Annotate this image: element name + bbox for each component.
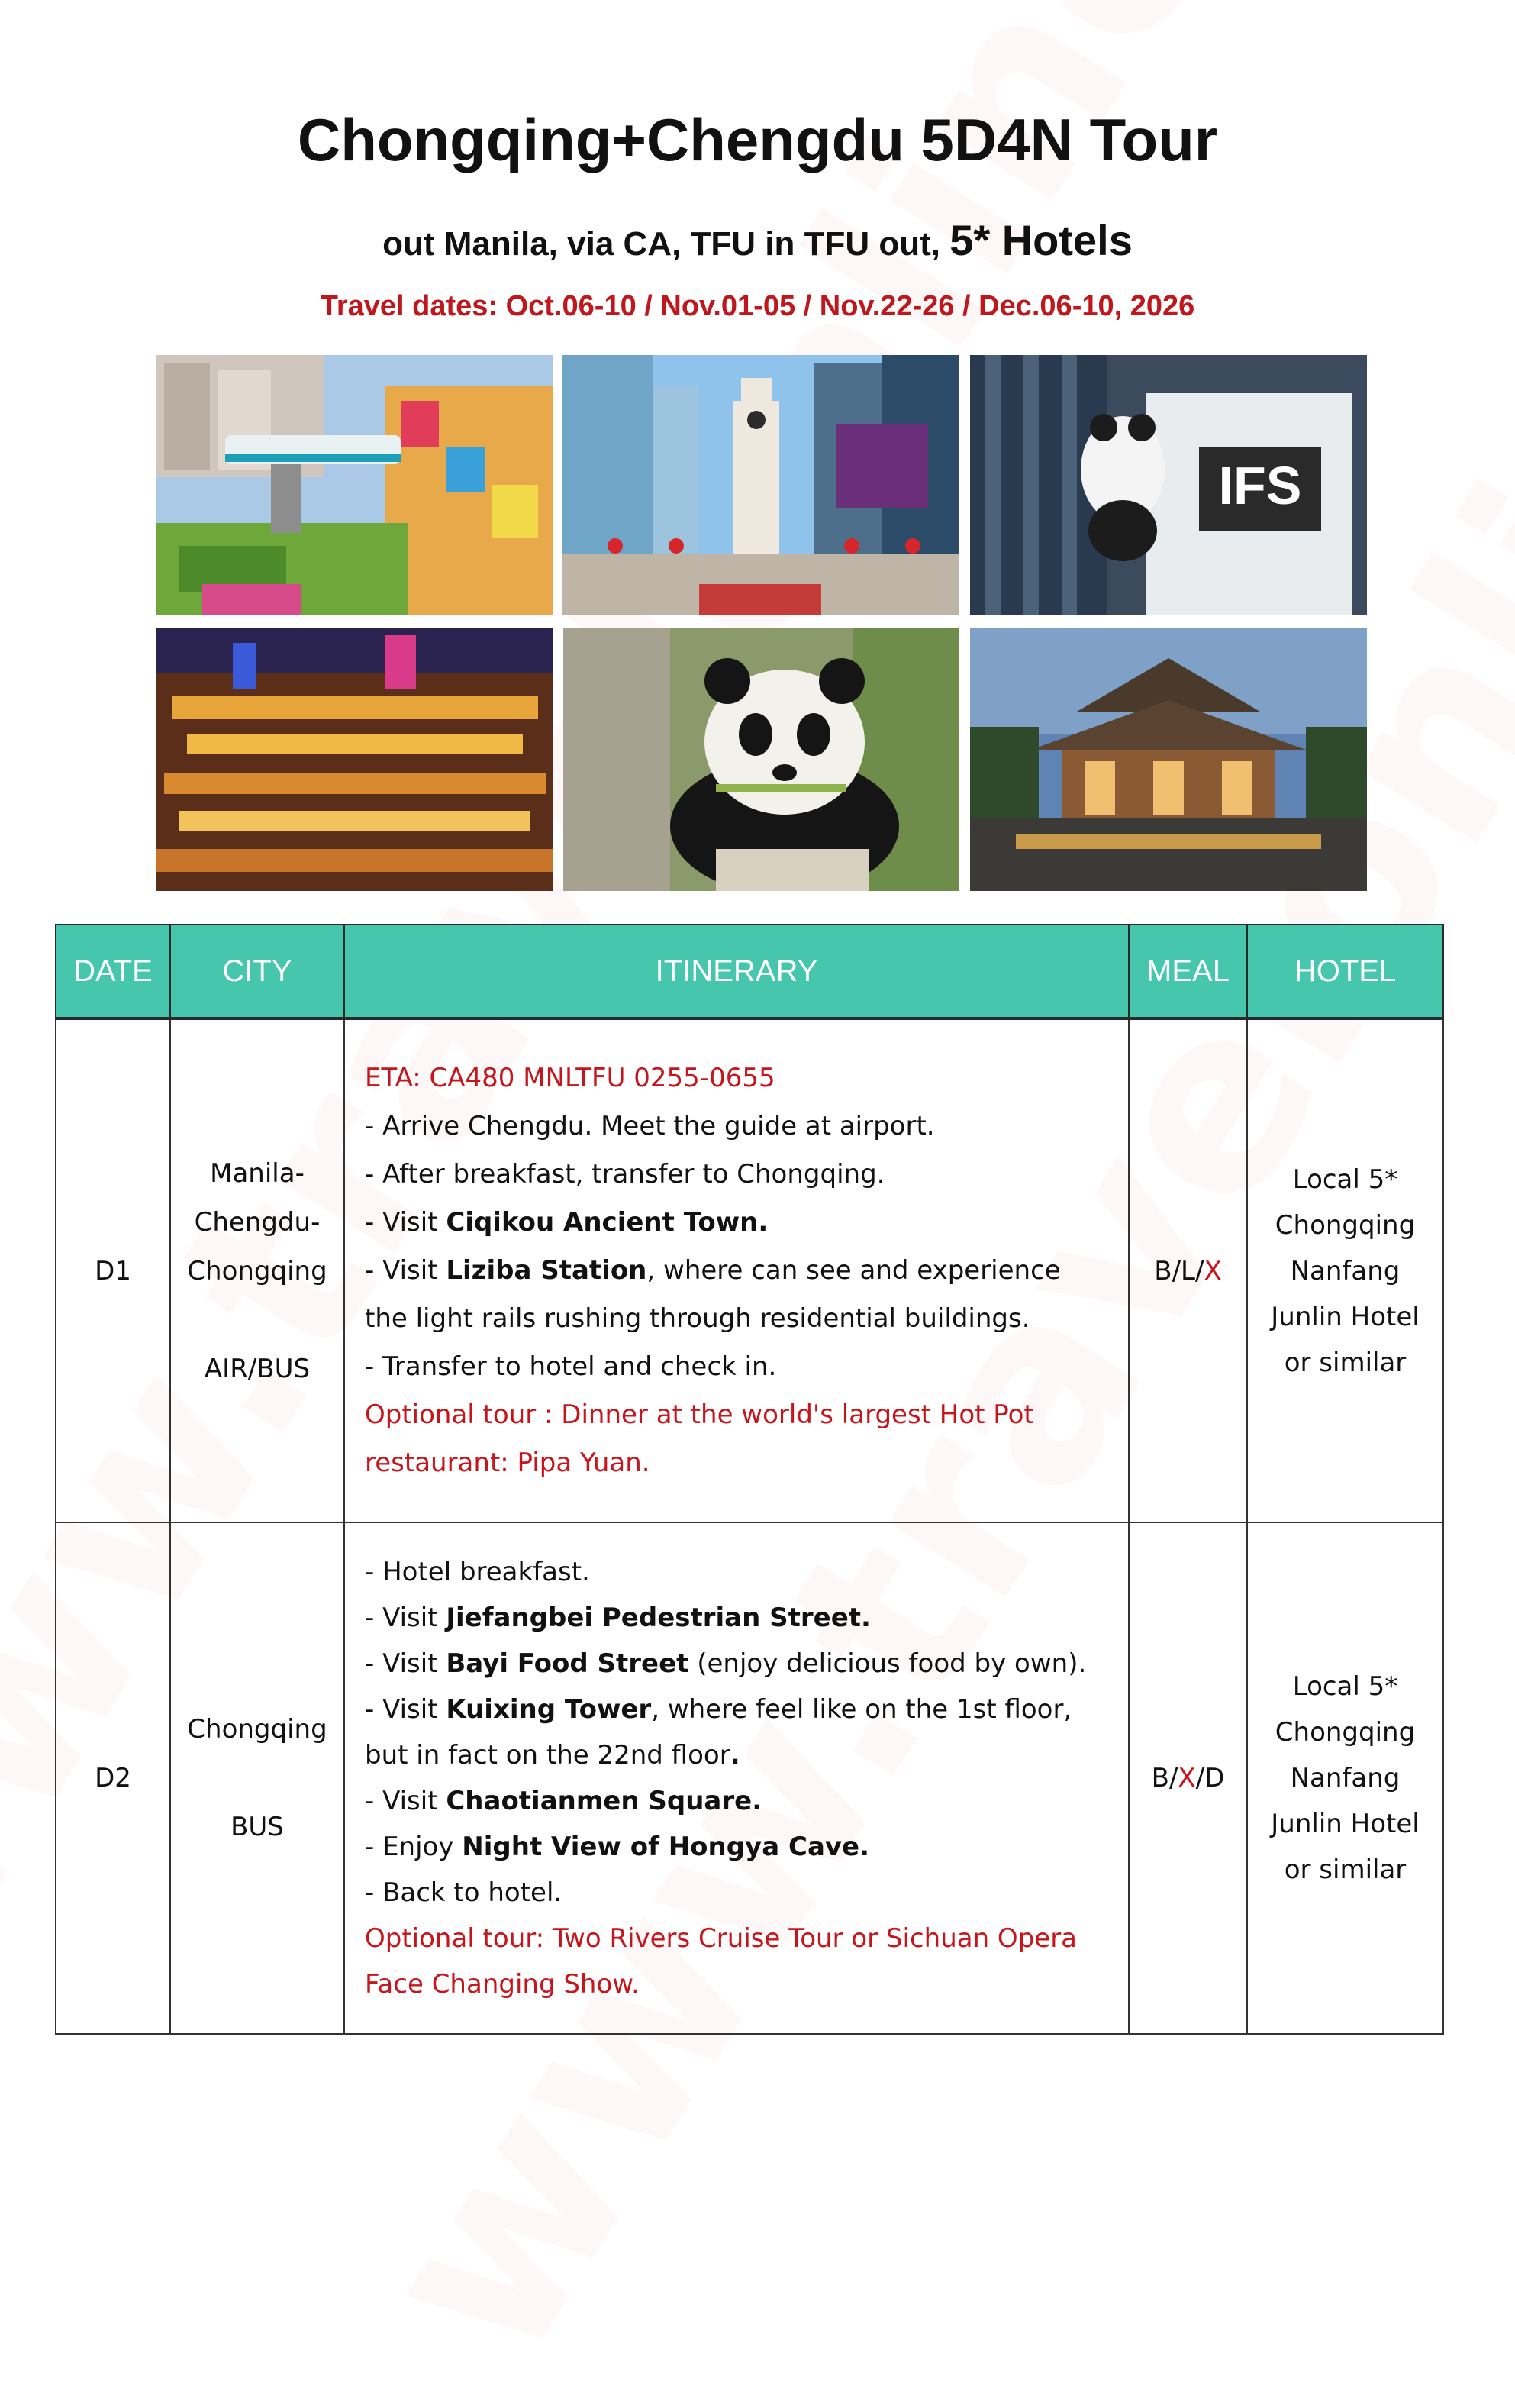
meal-dinner: X: [1204, 1255, 1222, 1286]
line-highlight: Jiefangbei Pedestrian Street.: [446, 1603, 871, 1633]
itinerary-line: [365, 1641, 1108, 1687]
liziba-station-photo: [156, 355, 553, 615]
meal-dinner: D: [1204, 1763, 1225, 1793]
row-itinerary: [344, 1018, 1129, 1522]
line-text: - Visit: [365, 1207, 446, 1238]
line-text: , where can see and experience the light rails rushing through residential buildings.: [365, 1255, 1061, 1334]
header-meal: MEAL: [1129, 925, 1247, 1018]
itinerary-line: - Back to hotel.: [365, 1877, 562, 1908]
itinerary-table: [55, 924, 1444, 2035]
line-text: (enjoy delicious food by own).: [688, 1648, 1087, 1679]
row-city: [170, 1018, 344, 1522]
flight-info: ETA: CA480 MNLTFU 0255-0655: [365, 1063, 775, 1093]
line-text: - Visit: [365, 1786, 446, 1816]
itinerary-line: [365, 1595, 1108, 1641]
row-meal: [1129, 1522, 1247, 2034]
meal-separator: /: [1172, 1255, 1181, 1286]
hotel-line: Junlin Hotel: [1271, 1301, 1420, 1332]
hotel-line: Nanfang: [1290, 1255, 1401, 1286]
hongya-cave-photo: [156, 628, 553, 891]
city-spacer: [172, 1296, 343, 1344]
hotel-line: or similar: [1284, 1347, 1407, 1378]
row-city: [170, 1522, 344, 2034]
svg-text:IFS: IFS: [1218, 456, 1302, 515]
page-subtitle: [0, 215, 1515, 265]
city-spacer: [172, 1754, 343, 1803]
line-text: - Visit: [365, 1648, 446, 1679]
header-hotel: HOTEL: [1247, 925, 1443, 1018]
itinerary-line: [365, 1824, 1108, 1870]
subtitle-hotels: 5* Hotels: [949, 216, 1133, 264]
optional-tour: Optional tour: Two Rivers Cruise Tour or Sichuan Opera Face Changing Show.: [365, 1923, 1078, 2000]
itinerary-line: - After breakfast, transfer to Chongqing.: [365, 1159, 885, 1189]
itinerary-line: [365, 1199, 1108, 1247]
subtitle-route: out Manila, via CA, TFU in TFU out,: [382, 225, 940, 263]
travel-dates: Travel dates: Oct.06-10 / Nov.01-05 / Nov.22-26 / Dec.06-10, 2026: [320, 290, 1195, 322]
line-highlight: Ciqikou Ancient Town.: [446, 1207, 769, 1238]
line-highlight: Chaotianmen Square.: [446, 1786, 762, 1816]
meal-separator: /: [1168, 1763, 1178, 1793]
ancient-pavilion-photo: [970, 628, 1367, 891]
row-meal: [1129, 1018, 1247, 1522]
city-line: Chengdu-: [194, 1206, 321, 1238]
optional-tour: Optional tour : Dinner at the world's largest Hot Pot restaurant: Pipa Yuan.: [365, 1399, 1034, 1478]
meal-lunch: L: [1181, 1255, 1195, 1286]
hotel-line: Nanfang: [1290, 1763, 1401, 1793]
hotel-line: Local 5*: [1292, 1671, 1398, 1702]
line-highlight: Night View of Hongya Cave.: [462, 1832, 870, 1862]
meal-breakfast: B: [1151, 1763, 1169, 1793]
hotel-line: or similar: [1284, 1854, 1407, 1885]
itinerary-line: [365, 1687, 1108, 1778]
row-date: D2: [56, 1522, 170, 2034]
meal-breakfast: B: [1154, 1255, 1172, 1286]
row-hotel: [1247, 1522, 1443, 2034]
itinerary-line: - Arrive Chengdu. Meet the guide at airport.: [365, 1111, 935, 1141]
ifs-panda-photo: [970, 355, 1367, 615]
itinerary-line: [365, 1778, 1108, 1824]
header-date: DATE: [56, 925, 170, 1018]
line-highlight: Bayi Food Street: [446, 1648, 689, 1679]
line-text: - Visit: [365, 1603, 446, 1633]
itinerary-line: - Hotel breakfast.: [365, 1557, 590, 1587]
hotel-line: Junlin Hotel: [1271, 1809, 1420, 1839]
hotel-line: Chongqing: [1275, 1209, 1416, 1241]
line-text: - Visit: [365, 1255, 446, 1286]
line-text: , where feel like on the 1st floor, but in fact on the 22nd floor: [365, 1694, 1072, 1770]
city-line: Chongqing: [187, 1255, 327, 1286]
city-line: Chongqing: [187, 1714, 327, 1745]
line-highlight: Liziba Station: [446, 1255, 647, 1286]
row-itinerary: [344, 1522, 1129, 2034]
city-transport: BUS: [230, 1812, 284, 1842]
meal-lunch: X: [1178, 1763, 1196, 1793]
row-date: D1: [56, 1018, 170, 1522]
row-hotel: [1247, 1018, 1443, 1522]
city-transport: AIR/BUS: [204, 1353, 311, 1384]
meal-separator: /: [1194, 1255, 1204, 1286]
header-itinerary: ITINERARY: [344, 925, 1129, 1018]
itinerary-line: [365, 1247, 1108, 1343]
line-highlight: .: [730, 1740, 740, 1770]
page-title: Chongqing+Chengdu 5D4N Tour: [297, 106, 1218, 173]
hotel-line: Local 5*: [1292, 1164, 1398, 1195]
city-line: Manila-: [210, 1157, 305, 1189]
table-row: [56, 1018, 1443, 1522]
jiefangbei-photo: [562, 355, 959, 615]
meal-separator: /: [1195, 1763, 1205, 1793]
hotel-line: Chongqing: [1275, 1717, 1416, 1748]
line-text: - Visit: [365, 1694, 446, 1725]
line-text: - Enjoy: [365, 1832, 463, 1862]
header-city: CITY: [170, 925, 344, 1018]
line-highlight: Kuixing Tower: [446, 1694, 652, 1725]
giant-panda-photo: [563, 628, 959, 891]
itinerary-line: - Transfer to hotel and check in.: [365, 1351, 777, 1382]
table-header-row: [56, 925, 1443, 1018]
table-row: [56, 1522, 1443, 2034]
